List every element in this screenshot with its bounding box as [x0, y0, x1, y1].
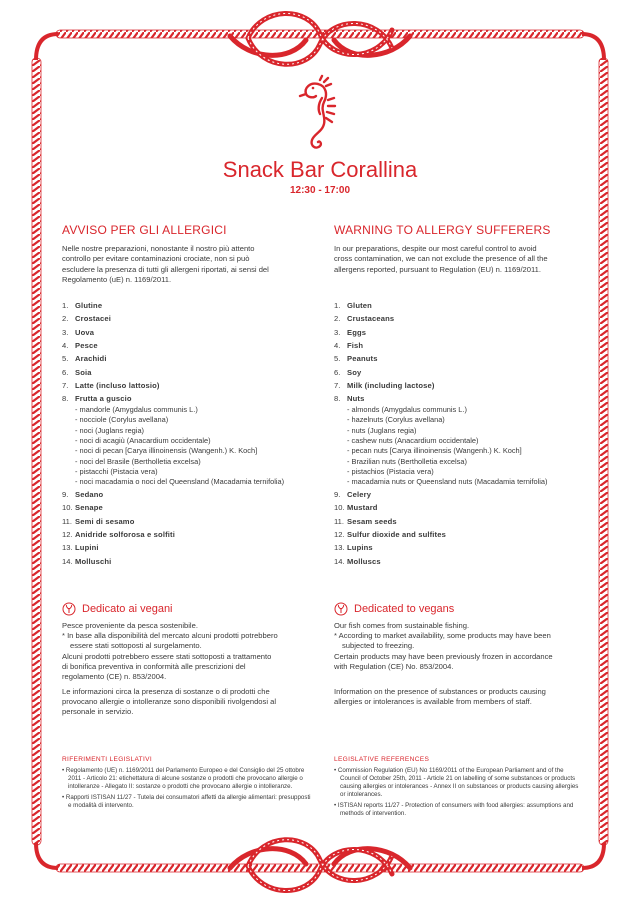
list-item: 2. Crustaceans	[334, 314, 395, 324]
list-item: 12. Sulfur dioxide and sulfites	[334, 529, 446, 539]
list-item: 9. Celery	[334, 490, 372, 499]
list-item: 9. Sedano	[62, 490, 104, 499]
nut-item: - almonds (Amygdalus communis L.)	[347, 405, 467, 414]
list-item: 2. Crostacei	[62, 314, 111, 324]
allergy-title-it: AVVISO PER GLI ALLERGICI	[62, 223, 227, 237]
list-item: 11. Semi di sesamo	[62, 516, 135, 526]
refs-it: • Regolamento (UE) n. 1169/2011 del Parlamento Europeo e del Consiglio del 25 ottobre 2011 - Articolo 21: etichettatura di alcune sostanze o prodotti che provocano allergie o intolleranze - Allegato II: sostanze o prodotti che provocano allergie o intolleranze. • Rapporti ISTISAN 11/27 - Tutela dei consumatori affetti da allergie alimentari: presupposti e modalità di intervento.	[62, 767, 311, 809]
nut-item: - noci di pecan [Carya illinoinensis (Wangenh.) K. Koch]	[75, 446, 258, 456]
refs-title-en: LEGISLATIVE REFERENCES	[334, 756, 430, 763]
list-item: 5. Peanuts	[334, 354, 378, 364]
opening-hours: 12:30 - 17:00	[289, 185, 351, 196]
list-item: 11. Sesam seeds	[334, 516, 397, 526]
list-item: 14. Molluschi	[62, 556, 112, 566]
allergy-title-en: WARNING TO ALLERGY SUFFERERS	[334, 223, 551, 237]
nut-item: - pistachios (Pistacia vera)	[347, 466, 434, 476]
page-title: Snack Bar Corallina	[222, 157, 418, 182]
list-item: 6. Soia	[62, 367, 92, 377]
list-item: 4. Fish	[334, 340, 364, 350]
list-item: 1. Glutine	[62, 301, 103, 310]
nut-item: - cashew nuts (Anacardium occidentale)	[347, 435, 479, 445]
list-item: 5. Arachidi	[62, 354, 107, 364]
list-item: 10. Senape	[62, 503, 103, 513]
list-item: 7. Latte (incluso lattosio)	[62, 380, 160, 390]
nut-item: - noci del Brasile (Bertholletia excelsa)	[75, 456, 201, 466]
nut-item: - hazelnuts (Corylus avellana)	[347, 415, 445, 425]
list-item: 13. Lupins	[334, 543, 373, 553]
nut-item: - pecan nuts [Carya illinoinensis (Wangenh.) K. Koch]	[347, 446, 522, 456]
vegan-text-en: Our fish comes from sustainable fishing. * According to market availability, some products may have been subjected to freezing. Certain products may have been previously frozen in accordance with Regulation (CE) No. 853/2004.	[334, 621, 553, 671]
refs-title-it: RIFERIMENTI LEGISLATIVI	[62, 756, 152, 763]
list-item: 10. Mustard	[334, 503, 378, 513]
nut-item: - pistacchi (Pistacia vera)	[75, 466, 158, 476]
allergy-intro-it: Nelle nostre preparazioni, nonostante il nostro più attento controllo per evitare contaminazioni crociate, non si può escludere la presenza di tutti gli allergeni riportati, ai sensi del Regolamento (uE) n. 1169/2011.	[62, 244, 269, 284]
list-item: 3. Eggs	[334, 327, 367, 337]
vegan-leaf-icon	[334, 602, 348, 616]
list-item: 3. Uova	[62, 327, 95, 337]
nut-item: - mandorle (Amygdalus communis L.)	[75, 405, 198, 414]
list-item: 8. Frutta a guscio	[62, 394, 132, 404]
nut-item: - nuts (Juglans regia)	[347, 425, 417, 435]
refs-en: • Commission Regulation (EU) No 1169/2011 of the European Parliament and of the Council of October 25th, 2011 - Article 21 on labelling of some substances or products causing allergies or intolerances - Annex II on substances or products causing allergies or intolerances. • ISTISAN reports 11/27 - Protection of consumers with food allergies: assumptions and methods of intervention.	[334, 767, 579, 817]
nut-item: - Brazilian nuts (Bertholletia excelsa)	[347, 456, 467, 466]
vegan-text-it: Pesce proveniente da pesca sostenibile. * In base alla disponibilità del mercato alcuni prodotti potrebbero essere stati sottoposti al surgelamento. Alcuni prodotti potrebbero essere stati sottoposti a trattamento di bonifica preventiva in conformità alle prescrizioni del regolamento (CE) n. 853/2004.	[62, 621, 278, 682]
italian-column	[62, 0, 322, 903]
staff-info-en: Information on the presence of substances or products causing allergies or intolerances is available from members of staff.	[334, 687, 546, 707]
nut-item: - noci (Juglans regia)	[75, 425, 145, 435]
list-item: 14. Molluscs	[334, 556, 381, 566]
list-item: 1. Gluten	[334, 301, 372, 310]
nut-item: - noci macadamia o noci del Queensland (Macadamia ternifolia)	[75, 477, 285, 487]
list-item: 7. Milk (including lactose)	[334, 380, 435, 390]
vegan-title-it: Dedicato ai vegani	[82, 603, 173, 615]
vegan-leaf-icon	[62, 602, 76, 616]
list-item: 4. Pesce	[62, 340, 98, 350]
english-column	[334, 0, 594, 903]
staff-info-it: Le informazioni circa la presenza di sostanze o di prodotti che provocano allergie o intolleranze sono disponibili rivolgendosi al personale in servizio.	[62, 687, 277, 717]
list-item: 13. Lupini	[62, 543, 99, 553]
nut-item: - noci di acagiù (Anacardium occidentale)	[75, 435, 211, 445]
list-item: 12. Anidride solforosa e solfiti	[62, 529, 175, 539]
allergy-intro-en: In our preparations, despite our most careful control to avoid cross contamination, we can not exclude the presence of all the allergens reported, pursuant to Regulation (EU) n. 1169/2011.	[334, 244, 548, 274]
nut-item: - macadamia nuts or Queensland nuts (Macadamia ternifolia)	[347, 477, 548, 487]
vegan-title-en: Dedicated to vegans	[354, 603, 455, 615]
list-item: 6. Soy	[334, 367, 362, 377]
list-item: 8. Nuts	[334, 394, 365, 404]
nut-item: - nocciole (Corylus avellana)	[75, 415, 169, 425]
